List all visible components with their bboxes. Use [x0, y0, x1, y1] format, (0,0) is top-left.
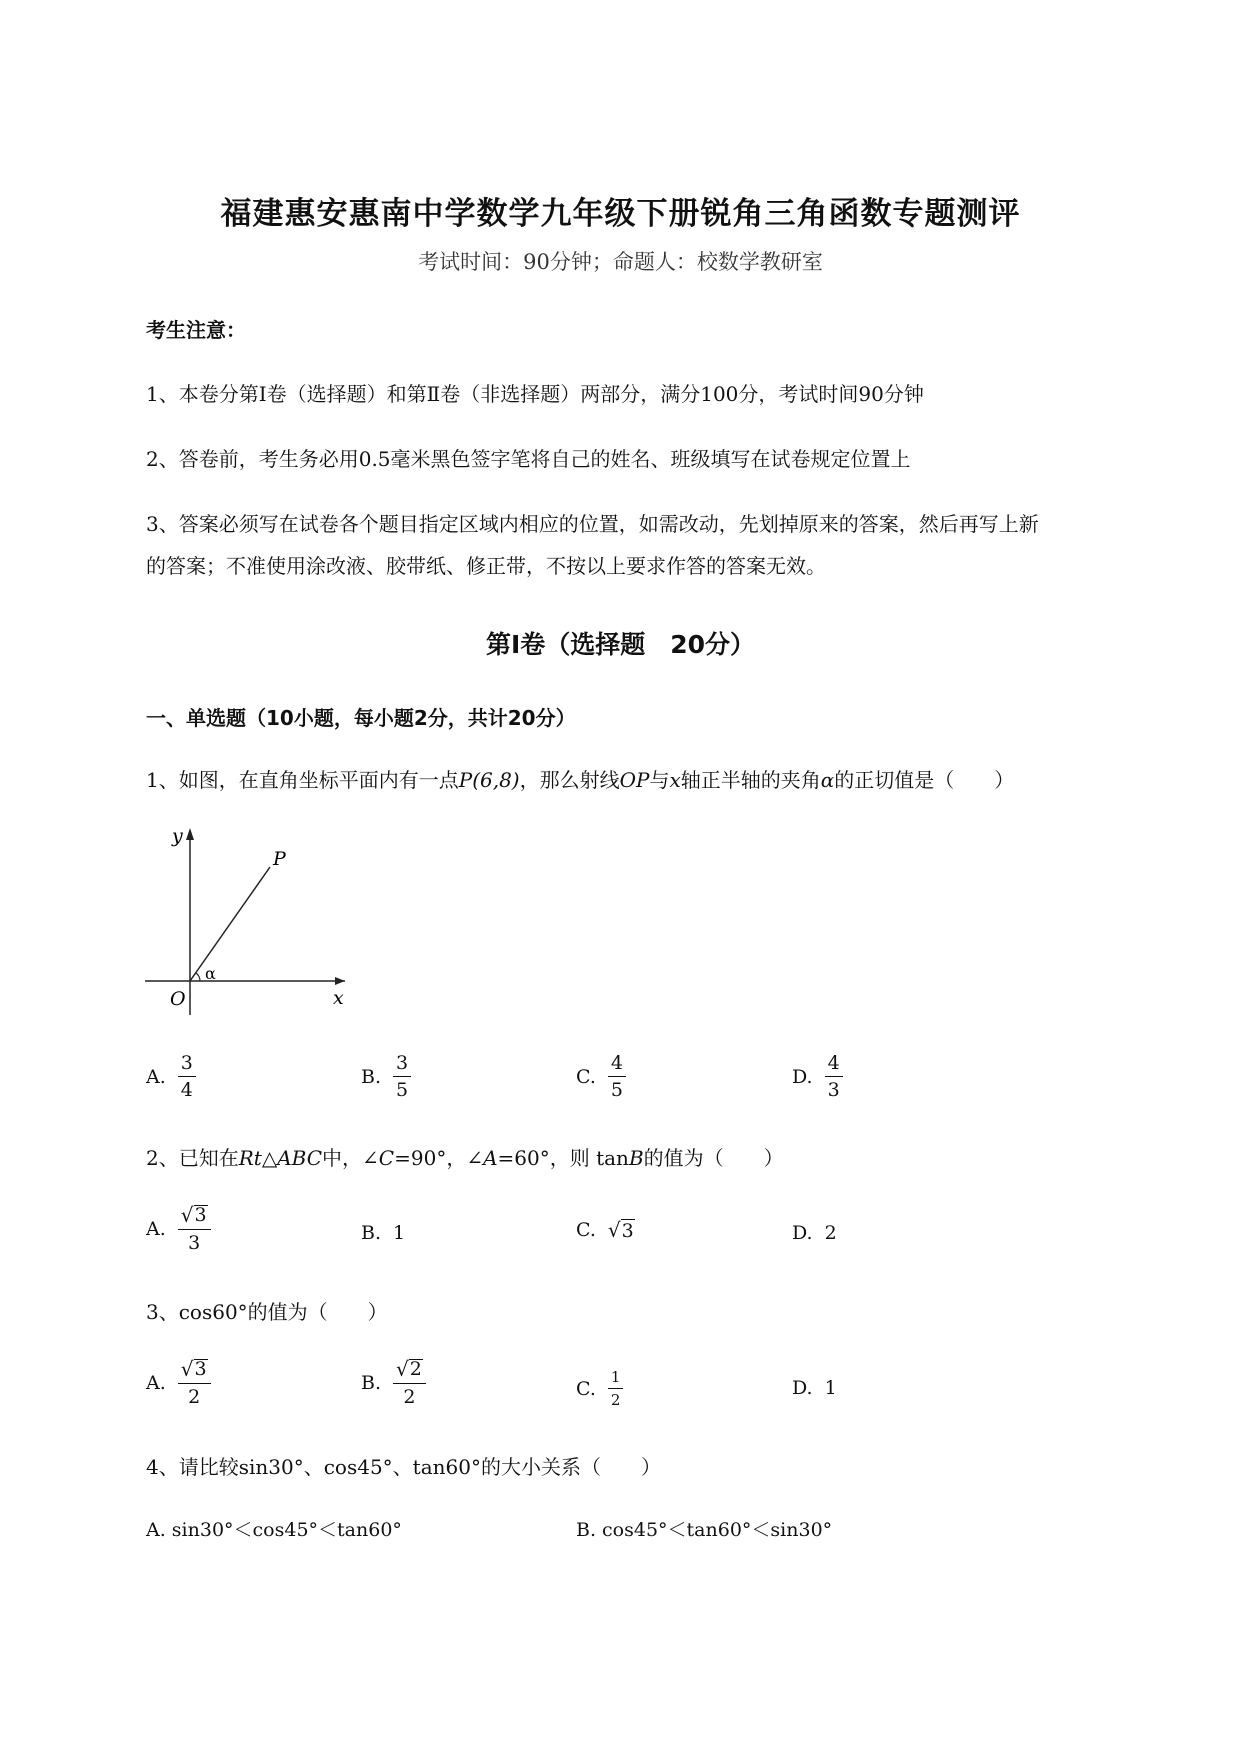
- fraction: $\frac{4}{3}$: [825, 1054, 843, 1100]
- notice-heading: 考生注意：: [146, 318, 246, 342]
- q3-option-d[interactable]: D. 1: [792, 1377, 837, 1399]
- notice-item-3-line-1: 3、答案必须写在试卷各个题目指定区域内相应的位置，如需改动，先划掉原来的答案，然后再写上新: [146, 512, 1039, 536]
- question-4: 4、请比较sin30°、cos45°、tan60°的大小关系（ ）: [146, 1455, 661, 1479]
- fraction: √ 3 3: [178, 1205, 211, 1253]
- origin-label: O: [170, 988, 186, 1010]
- fraction: $\frac{4}{5}$: [608, 1054, 626, 1100]
- ray-op: [190, 867, 270, 981]
- q2-option-c[interactable]: C. √ 3: [576, 1218, 634, 1242]
- q1-angle: α: [820, 768, 835, 792]
- q1-option-b[interactable]: B. $\frac{3}{5}$: [361, 1054, 411, 1100]
- q1-mid3: 轴正半轴的夹角: [680, 768, 821, 792]
- square-root: √ 3: [607, 1218, 634, 1242]
- q1-option-d[interactable]: D. $\frac{4}{3}$: [792, 1054, 843, 1100]
- fraction: √ 3 2: [178, 1359, 211, 1407]
- q2-option-b[interactable]: B. 1: [361, 1222, 406, 1244]
- exam-info: 考试时间：90分钟；命题人：校数学教研室: [418, 250, 823, 274]
- q1-suffix: 的正切值是（ ）: [834, 768, 1015, 792]
- question-1: [146, 764, 1014, 793]
- y-axis-arrow: [186, 828, 194, 840]
- q3-option-c[interactable]: C. $\frac{1}{2}$: [576, 1370, 623, 1408]
- q3-option-b[interactable]: B. √ 2 2: [361, 1359, 426, 1407]
- coordinate-figure: [140, 820, 360, 1020]
- q4-option-a[interactable]: A. sin30°＜cos45°＜tan60°: [146, 1519, 402, 1541]
- q3-option-a[interactable]: A. √ 3 2: [146, 1359, 211, 1407]
- angle-arc: [196, 973, 200, 981]
- q1-option-a[interactable]: A. $\frac{3}{4}$: [146, 1054, 196, 1100]
- q1-ray: OP: [619, 768, 650, 792]
- alpha-label: α: [205, 964, 216, 983]
- q4-option-b[interactable]: B. cos45°＜tan60°＜sin30°: [576, 1519, 833, 1541]
- q1-point: P(6,8): [458, 768, 520, 792]
- subsection-title: 一、单选题（10小题，每小题2分，共计20分）: [146, 706, 576, 730]
- q1-mid2: 与: [649, 768, 670, 792]
- fraction: $\frac{1}{2}$: [608, 1370, 624, 1408]
- question-2: 2、已知在Rt△ABC中，∠C=90°，∠A=60°，则 tanB的值为（ ）: [146, 1146, 784, 1170]
- y-axis-label: y: [172, 825, 183, 847]
- fraction: $\frac{3}{4}$: [178, 1054, 196, 1100]
- fraction: $\frac{3}{5}$: [393, 1054, 411, 1100]
- x-axis-label: x: [333, 987, 344, 1009]
- section-title: 第Ⅰ卷（选择题 20分）: [485, 630, 756, 659]
- page-title: 福建惠安惠南中学数学九年级下册锐角三角函数专题测评: [220, 196, 1021, 232]
- q1-mid1: ，那么射线: [519, 768, 620, 792]
- notice-item-3-line-2: 的答案；不准使用涂改液、胶带纸、修正带，不按以上要求作答的答案无效。: [146, 554, 826, 578]
- q2-option-d[interactable]: D. 2: [792, 1222, 837, 1244]
- x-axis-arrow: [335, 977, 345, 985]
- q2-triangle: Rt△ABC: [238, 1146, 323, 1170]
- notice-item-2: 2、答卷前，考生务必用0.5毫米黑色签字笔将自己的姓名、班级填写在试卷规定位置上: [146, 447, 911, 471]
- q1-axis: x: [669, 768, 681, 792]
- fraction: √ 2 2: [393, 1359, 426, 1407]
- point-p-label: P: [273, 848, 286, 870]
- q1-option-c[interactable]: C. $\frac{4}{5}$: [576, 1054, 626, 1100]
- q2-option-a[interactable]: A. √ 3 3: [146, 1205, 211, 1253]
- q1-prefix: 1、如图，在直角坐标平面内有一点: [146, 768, 459, 792]
- notice-item-1: 1、本卷分第Ⅰ卷（选择题）和第Ⅱ卷（非选择题）两部分，满分100分，考试时间90分钟: [146, 382, 924, 406]
- question-3: 3、cos60°的值为（ ）: [146, 1300, 388, 1324]
